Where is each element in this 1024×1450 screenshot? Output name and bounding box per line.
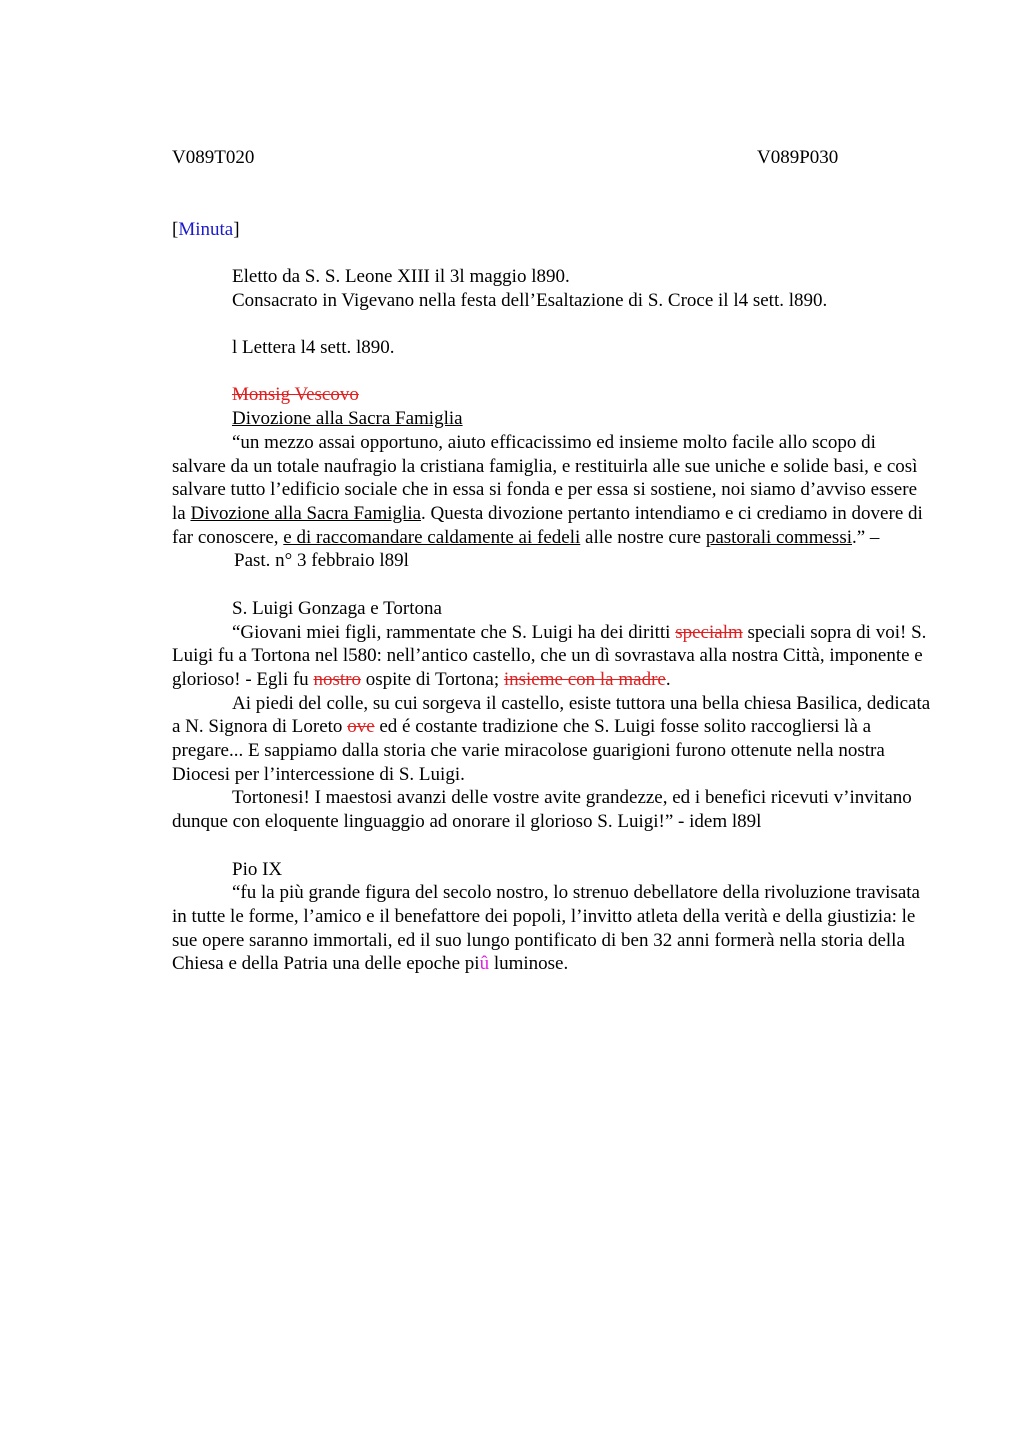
section2-p1-text-c: ospite di Tortona; [360, 668, 504, 690]
section2-paragraph-3: Tortonesi! I maestosi avanzi delle vostre avite grandezze, ed i benefici ricevuti v’invitano dunque con eloquente linguaggio ad onorare il glorioso S. Luigi!” - idem l89l [172, 787, 912, 833]
section2-paragraph-2 [172, 692, 932, 787]
intro-line-letter: l Lettera l4 sett. l890. [232, 337, 395, 359]
section3-text-1: “fu la più grande figura del secolo nostro, lo strenuo debellatore della rivoluzione travisata in tutte le forme, l’amico e il benefattore dei popoli, l’invitto atleta della verità e della giustizia: le sue opere saranno immortali, ed il suo lungo pontificato di ben 32 anni formerà nella storia della Chiesa e della Patria una delle epoche pi [172, 882, 920, 975]
section3-title: Pio IX [232, 858, 283, 880]
section1-text-4: .” – [852, 526, 880, 548]
section1-reference: Past. n° 3 febbraio l89l [234, 550, 409, 572]
section1-text-2: . Questa divozione pertanto intendiamo e ci crediamo in dovere di far conoscere, [172, 503, 923, 548]
minuta-label [172, 218, 240, 242]
section2-paragraph-1 [172, 621, 932, 692]
section1-text-3: alle nostre cure [580, 526, 706, 548]
minuta-open-bracket: [ [172, 219, 179, 240]
section1-text-1: “un mezzo assai opportuno, aiuto efficacissimo ed insieme molto facile allo scopo di salvare da un totale naufragio la cristiana famiglia, e restituirla alle sue uniche e solide basi, e così salvare tutto l’edificio sociale che in essa si fonda e per essa si sostiene, noi siamo d’avviso essere la [172, 431, 918, 524]
section2-p2-text-b: ed é costante tradizione che S. Luigi fosse solito raccogliersi là a pregare... E sappiamo dalla storia che varie miracolose guarigioni furono ottenute nella nostra Diocesi per l’intercessione di S. Luigi. [172, 716, 885, 785]
minuta-close-bracket: ] [233, 219, 240, 240]
section2-p1-deleted-2: nostro [313, 668, 361, 690]
section1-title-text: Divozione alla Sacra Famiglia [232, 408, 463, 430]
section1-paragraph [172, 431, 932, 573]
section3-paragraph [172, 881, 932, 976]
section1-underlined-2: e di raccomandare caldamente ai fedeli [283, 526, 581, 548]
section2-p1-deleted-3: insieme con la madre [503, 668, 666, 690]
section2-p2-text-a: Ai piedi del colle, su cui sorgeva il castello, esiste tuttora una bella chiesa Basilica, dedicata a N. Signora di Loreto [172, 692, 931, 738]
document-code-right: V089P030 [757, 147, 839, 168]
minuta-text: Minuta [178, 219, 234, 240]
section2-p1-text-d: . [665, 668, 671, 690]
section1-underlined-1: Divozione alla Sacra Famiglia [190, 503, 422, 524]
intro-block [172, 265, 932, 976]
section1-title [172, 407, 932, 431]
section2-p1-text-b: speciali sopra di voi! S. Luigi fu a Tortona nel l580: nell’antico castello, che un dì sovrastava alla nostra Città, imponente e glorioso! - Egli fu [172, 621, 927, 690]
document-code-left: V089T020 [172, 147, 255, 168]
inserted-accent-char: û [479, 953, 490, 975]
section2-p2-deleted: ove [347, 716, 375, 738]
deleted-text: Monsig Vescovo [232, 384, 359, 406]
section3-text-2: luminose. [489, 953, 569, 975]
intro-line-consecrated: Consacrato in Vigevano nella festa dell’Esaltazione di S. Croce il l4 sett. l890. [232, 289, 828, 311]
section1-deleted-title [172, 383, 932, 407]
section2-p1-deleted-1: specialm [675, 621, 743, 643]
section2-title: S. Luigi Gonzaga e Tortona [232, 597, 442, 619]
section1-underlined-3: pastorali commessi [705, 526, 852, 548]
section2-p1-text-a: “Giovani miei figli, rammentate che S. Luigi ha dei diritti [232, 621, 676, 643]
intro-line-elected: Eletto da S. S. Leone XIII il 3l maggio l890. [232, 266, 570, 287]
